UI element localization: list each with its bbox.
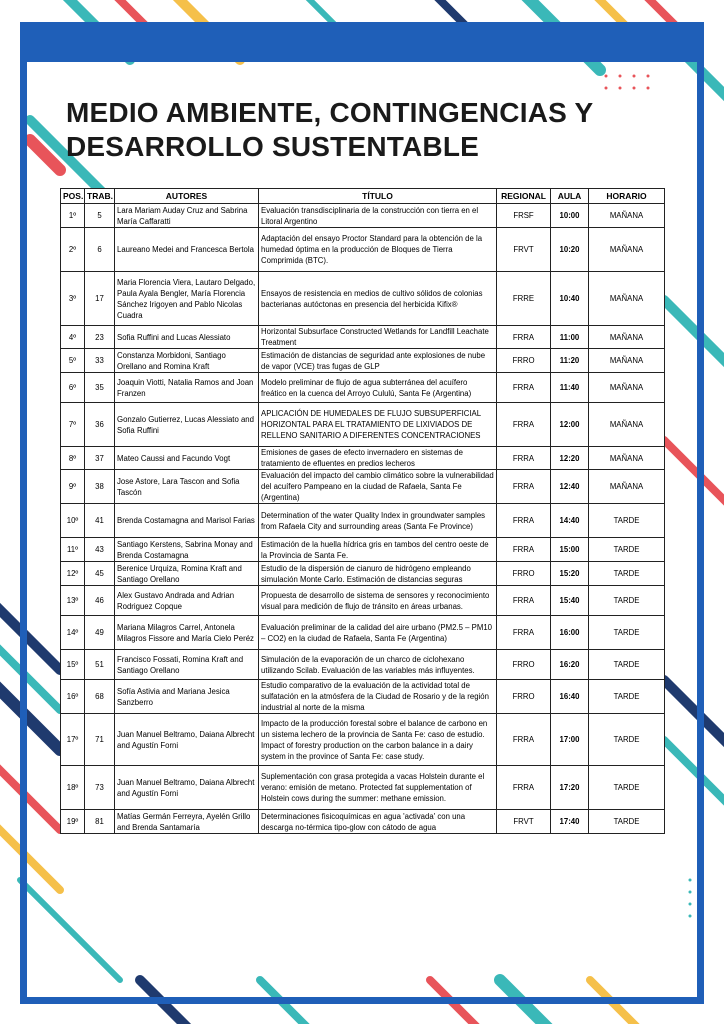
regional-cell: FRRA [497, 714, 551, 766]
trab-cell: 43 [85, 538, 115, 562]
header-horario: HORARIO [589, 189, 665, 204]
table-row [61, 650, 665, 680]
table-row [61, 766, 665, 810]
titulo-cell: Suplementación con grasa protegida a vacas Holstein durante el verano: emisión de metano. Protected fat supplementation of Holstein cows during the summer: methane emission. [259, 766, 497, 810]
pos-cell: 18º [61, 766, 85, 810]
aula-cell: 16:00 [551, 616, 589, 650]
aula-cell: 11:20 [551, 349, 589, 373]
titulo-cell: Propuesta de desarrollo de sistema de sensores y reconocimiento visual para medición de flujo de tránsito en áreas urbanas. [259, 586, 497, 616]
horario-cell: TARDE [589, 504, 665, 538]
titulo-cell: Modelo preliminar de flujo de agua subterránea del acuífero freático en la cuenca del Arroyo Cululú, Santa Fe (Argentina) [259, 373, 497, 403]
regional-cell: FRRA [497, 326, 551, 349]
titulo-cell: Estudio de la dispersión de cianuro de hidrógeno empleando simulación Monte Carlo. Estimación de distancias seguras [259, 562, 497, 586]
aula-cell: 12:00 [551, 403, 589, 447]
horario-cell: TARDE [589, 714, 665, 766]
aula-cell: 16:20 [551, 650, 589, 680]
autores-cell: Sofia Ruffini and Lucas Alessiato [115, 326, 259, 349]
table-row [61, 272, 665, 326]
trab-cell: 71 [85, 714, 115, 766]
aula-cell: 12:40 [551, 470, 589, 504]
autores-cell: Gonzalo Gutierrez, Lucas Alessiato and Sofia Ruffini [115, 403, 259, 447]
table-row [61, 714, 665, 766]
regional-cell: FRRA [497, 373, 551, 403]
table-row [61, 586, 665, 616]
horario-cell: MAÑANA [589, 228, 665, 272]
titulo-cell: Simulación de la evaporación de un charco de ciclohexano utilizando Scilab. Evaluación de las variables más influyentes. [259, 650, 497, 680]
trab-cell: 37 [85, 447, 115, 470]
horario-cell: TARDE [589, 562, 665, 586]
horario-cell: MAÑANA [589, 204, 665, 228]
titulo-cell: Impacto de la producción forestal sobre el balance de carbono en un sistema lechero de la provincia de Santa Fe: caso de estudio. Impact of forestry production on the carbon balance in a dairy system in the province of Santa Fe: case study. [259, 714, 497, 766]
aula-cell: 11:40 [551, 373, 589, 403]
trab-cell: 17 [85, 272, 115, 326]
horario-cell: TARDE [589, 650, 665, 680]
regional-cell: FRRO [497, 680, 551, 714]
table-row [61, 447, 665, 470]
titulo-cell: Evaluación transdisciplinaria de la construcción con tierra en el Litoral Argentino [259, 204, 497, 228]
schedule-table [60, 188, 665, 834]
trab-cell: 38 [85, 470, 115, 504]
autores-cell: Alex Gustavo Andrada and Adrian Rodriguez Copque [115, 586, 259, 616]
pos-cell: 8º [61, 447, 85, 470]
trab-cell: 5 [85, 204, 115, 228]
regional-cell: FRRA [497, 470, 551, 504]
header-trab: TRAB. [85, 189, 115, 204]
aula-cell: 17:20 [551, 766, 589, 810]
autores-cell: Mateo Caussi and Facundo Vogt [115, 447, 259, 470]
titulo-cell: Determinaciones fisicoquímicas en agua 'activada' con una descarga no-térmica tipo-glow con cátodo de agua [259, 810, 497, 834]
regional-cell: FRRO [497, 650, 551, 680]
trab-cell: 81 [85, 810, 115, 834]
autores-cell: Brenda Costamagna and Marisol Farias [115, 504, 259, 538]
pos-cell: 2º [61, 228, 85, 272]
pos-cell: 5º [61, 349, 85, 373]
autores-cell: Laureano Medei and Francesca Bertola [115, 228, 259, 272]
autores-cell: Juan Manuel Beltramo, Daiana Albrecht and Agustín Forni [115, 714, 259, 766]
regional-cell: FRRA [497, 538, 551, 562]
autores-cell: Santiago Kerstens, Sabrina Monay and Brenda Costamagna [115, 538, 259, 562]
titulo-cell: Estimación de distancias de seguridad ante explosiones de nube de vapor (VCE) tras fugas de GLP [259, 349, 497, 373]
horario-cell: MAÑANA [589, 403, 665, 447]
pos-cell: 14º [61, 616, 85, 650]
pos-cell: 4º [61, 326, 85, 349]
autores-cell: Maria Florencia Viera, Lautaro Delgado, Paula Ayala Bengler, María Florencia Sánchez Irigoyen and Pablo Nicolas Cuadra [115, 272, 259, 326]
pos-cell: 11º [61, 538, 85, 562]
pos-cell: 13º [61, 586, 85, 616]
titulo-cell: Horizontal Subsurface Constructed Wetlands for Landfill Leachate Treatment [259, 326, 497, 349]
aula-cell: 15:00 [551, 538, 589, 562]
regional-cell: FRRA [497, 447, 551, 470]
trab-cell: 35 [85, 373, 115, 403]
table-row [61, 470, 665, 504]
table-row [61, 504, 665, 538]
trab-cell: 68 [85, 680, 115, 714]
titulo-cell: Evaluación preliminar de la calidad del aire urbano (PM2.5 – PM10 – CO2) en la ciudad de Rafaela, Santa Fe (Argentina) [259, 616, 497, 650]
aula-cell: 10:00 [551, 204, 589, 228]
table-row [61, 562, 665, 586]
autores-cell: Matías Germán Ferreyra, Ayelén Grillo and Brenda Santamaría [115, 810, 259, 834]
regional-cell: FRRO [497, 349, 551, 373]
pos-cell: 6º [61, 373, 85, 403]
horario-cell: TARDE [589, 586, 665, 616]
table-row [61, 810, 665, 834]
pos-cell: 12º [61, 562, 85, 586]
autores-cell: Constanza Morbidoni, Santiago Orellano and Romina Kraft [115, 349, 259, 373]
trab-cell: 33 [85, 349, 115, 373]
regional-cell: FRRA [497, 504, 551, 538]
aula-cell: 16:40 [551, 680, 589, 714]
trab-cell: 41 [85, 504, 115, 538]
autores-cell: Lara Mariam Auday Cruz and Sabrina María Caffaratti [115, 204, 259, 228]
titulo-cell: Ensayos de resistencia en medios de cultivo sólidos de colonias bacterianas autóctonas en presencia del herbicida Kifix® [259, 272, 497, 326]
autores-cell: Francisco Fossati, Romina Kraft and Santiago Orellano [115, 650, 259, 680]
pos-cell: 3º [61, 272, 85, 326]
pos-cell: 9º [61, 470, 85, 504]
aula-cell: 14:40 [551, 504, 589, 538]
horario-cell: MAÑANA [589, 326, 665, 349]
table-row [61, 204, 665, 228]
regional-cell: FRRA [497, 766, 551, 810]
table-row [61, 349, 665, 373]
horario-cell: MAÑANA [589, 470, 665, 504]
titulo-cell: APLICACIÓN DE HUMEDALES DE FLUJO SUBSUPERFICIAL HORIZONTAL PARA EL TRATAMIENTO DE LIXIVIADOS DE RELLENO SANITARIO A DIFERENTES CONCENTRACIONES [259, 403, 497, 447]
titulo-cell: Evaluación del impacto del cambio climático sobre la vulnerabilidad del acuífero Pampeano en la ciudad de Rafaela, Santa Fe (Argentina) [259, 470, 497, 504]
regional-cell: FRRA [497, 403, 551, 447]
pos-cell: 7º [61, 403, 85, 447]
table-row [61, 403, 665, 447]
horario-cell: MAÑANA [589, 272, 665, 326]
aula-cell: 12:20 [551, 447, 589, 470]
table-header-row [61, 189, 665, 204]
regional-cell: FRVT [497, 228, 551, 272]
pos-cell: 10º [61, 504, 85, 538]
pos-cell: 15º [61, 650, 85, 680]
autores-cell: Berenice Urquiza, Romina Kraft and Santiago Orellano [115, 562, 259, 586]
trab-cell: 45 [85, 562, 115, 586]
header-regional: REGIONAL [497, 189, 551, 204]
titulo-cell: Adaptación del ensayo Proctor Standard para la obtención de la humedad óptima en la producción de Bloques de Tierra Comprimida (BTC). [259, 228, 497, 272]
trab-cell: 6 [85, 228, 115, 272]
header-autores: AUTORES [115, 189, 259, 204]
regional-cell: FRRA [497, 586, 551, 616]
titulo-cell: Emisiones de gases de efecto invernadero en sistemas de tratamiento de efluentes en predios lecheros [259, 447, 497, 470]
titulo-cell: Estudio comparativo de la evaluación de la actividad total de sulfatación en la atmósfera de la Ciudad de Rosario y de la región industrial al norte de la misma [259, 680, 497, 714]
trab-cell: 51 [85, 650, 115, 680]
regional-cell: FRRE [497, 272, 551, 326]
horario-cell: TARDE [589, 766, 665, 810]
regional-cell: FRRA [497, 616, 551, 650]
autores-cell: Juan Manuel Beltramo, Daiana Albrecht and Agustín Forni [115, 766, 259, 810]
regional-cell: FRRO [497, 562, 551, 586]
table-row [61, 228, 665, 272]
table-row [61, 680, 665, 714]
trab-cell: 49 [85, 616, 115, 650]
trab-cell: 46 [85, 586, 115, 616]
regional-cell: FRVT [497, 810, 551, 834]
table-row [61, 326, 665, 349]
aula-cell: 10:40 [551, 272, 589, 326]
horario-cell: TARDE [589, 810, 665, 834]
horario-cell: TARDE [589, 616, 665, 650]
aula-cell: 15:20 [551, 562, 589, 586]
aula-cell: 15:40 [551, 586, 589, 616]
aula-cell: 11:00 [551, 326, 589, 349]
horario-cell: MAÑANA [589, 349, 665, 373]
horario-cell: MAÑANA [589, 373, 665, 403]
table-row [61, 373, 665, 403]
autores-cell: Sofía Astivia and Mariana Jesica Sanzberro [115, 680, 259, 714]
titulo-cell: Estimación de la huella hídrica gris en tambos del centro oeste de la Provincia de Santa Fe. [259, 538, 497, 562]
autores-cell: Mariana Milagros Carrel, Antonela Milagros Fissore and María Cielo Peréz [115, 616, 259, 650]
trab-cell: 73 [85, 766, 115, 810]
autores-cell: Joaquin Viotti, Natalia Ramos and Joan Franzen [115, 373, 259, 403]
pos-cell: 1º [61, 204, 85, 228]
header-titulo: TÍTULO [259, 189, 497, 204]
header-aula: AULA [551, 189, 589, 204]
horario-cell: TARDE [589, 538, 665, 562]
table-row [61, 538, 665, 562]
regional-cell: FRSF [497, 204, 551, 228]
table-row [61, 616, 665, 650]
header-pos: POS. [61, 189, 85, 204]
trab-cell: 36 [85, 403, 115, 447]
trab-cell: 23 [85, 326, 115, 349]
pos-cell: 17º [61, 714, 85, 766]
aula-cell: 10:20 [551, 228, 589, 272]
aula-cell: 17:40 [551, 810, 589, 834]
horario-cell: TARDE [589, 680, 665, 714]
pos-cell: 19º [61, 810, 85, 834]
page-title: MEDIO AMBIENTE, CONTINGENCIAS Y DESARROLLO SUSTENTABLE [66, 97, 593, 162]
titulo-cell: Determination of the water Quality Index in groundwater samples from Rafaela City and surrounding areas (Santa Fe Province) [259, 504, 497, 538]
pos-cell: 16º [61, 680, 85, 714]
autores-cell: Jose Astore, Lara Tascon and Sofia Tascón [115, 470, 259, 504]
aula-cell: 17:00 [551, 714, 589, 766]
horario-cell: MAÑANA [589, 447, 665, 470]
